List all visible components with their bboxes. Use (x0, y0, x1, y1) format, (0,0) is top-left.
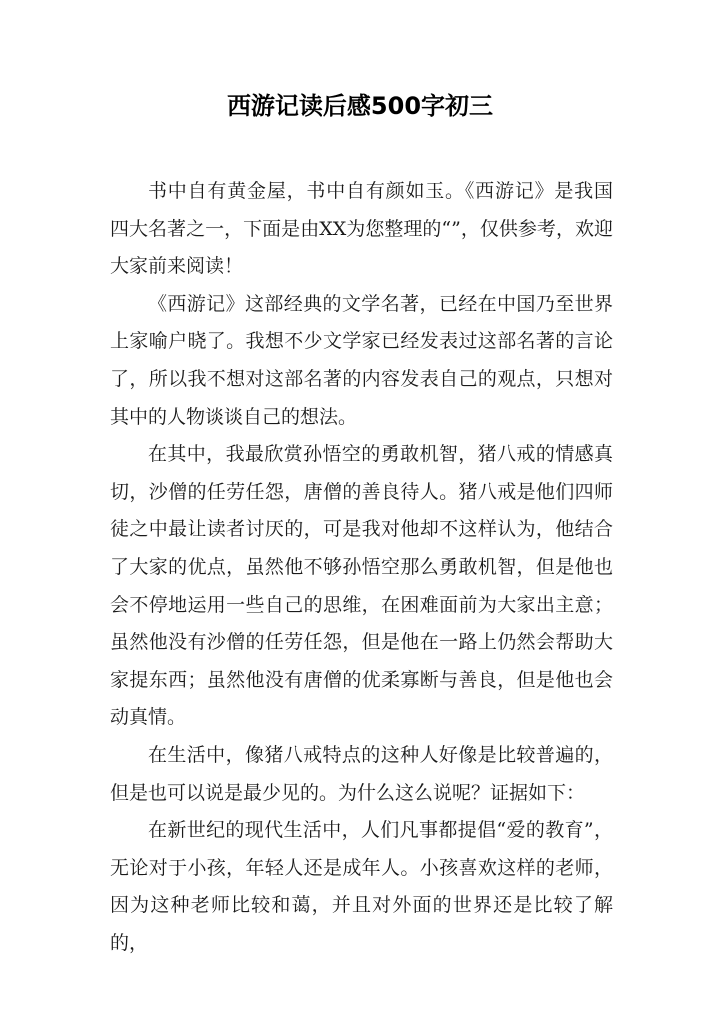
paragraph: 书中自有黄金屋，书中自有颜如玉。《西游记》是我国四大名著之一，下面是由XX为您整理的“”，仅供参考，欢迎大家前来阅读！ (110, 180, 613, 278)
paragraph: 在其中，我最欣赏孙悟空的勇敢机智，猪八戒的情感真切，沙僧的任劳任怨，唐僧的善良待人。猪八戒是他们四师徒之中最让读者讨厌的，可是我对他却不这样认为，他结合了大家的优点，虽然他不够孙悟空那么勇敢机智，但是他也会不停地运用一些自己的思维，在困难面前为大家出主意；虽然他没有沙僧的任劳任怨，但是他在一路上仍然会帮助大家提东西；虽然他没有唐僧的优柔寡断与善良，但是他也会动真情。 (110, 443, 613, 729)
paragraph: 在生活中，像猪八戒特点的这种人好像是比较普遍的，但是也可以说是最少见的。为什么这么说呢？证据如下： (110, 743, 613, 804)
document-title: 西游记读后感500字初三 (226, 92, 494, 120)
paragraph: 《西游记》这部经典的文学名著，已经在中国乃至世界上家喻户晓了。我想不少文学家已经发表过这部名著的言论了，所以我不想对这部名著的内容发表自己的观点，只想对其中的人物谈谈自己的想法。 (110, 292, 613, 428)
document-body (110, 173, 613, 962)
paragraph: 在新世纪的现代生活中，人们凡事都提倡“爱的教育”，无论对于小孩，年轻人还是成年人。小孩喜欢这样的老师，因为这种老师比较和蔼，并且对外面的世界还是比较了解的， (110, 819, 613, 954)
